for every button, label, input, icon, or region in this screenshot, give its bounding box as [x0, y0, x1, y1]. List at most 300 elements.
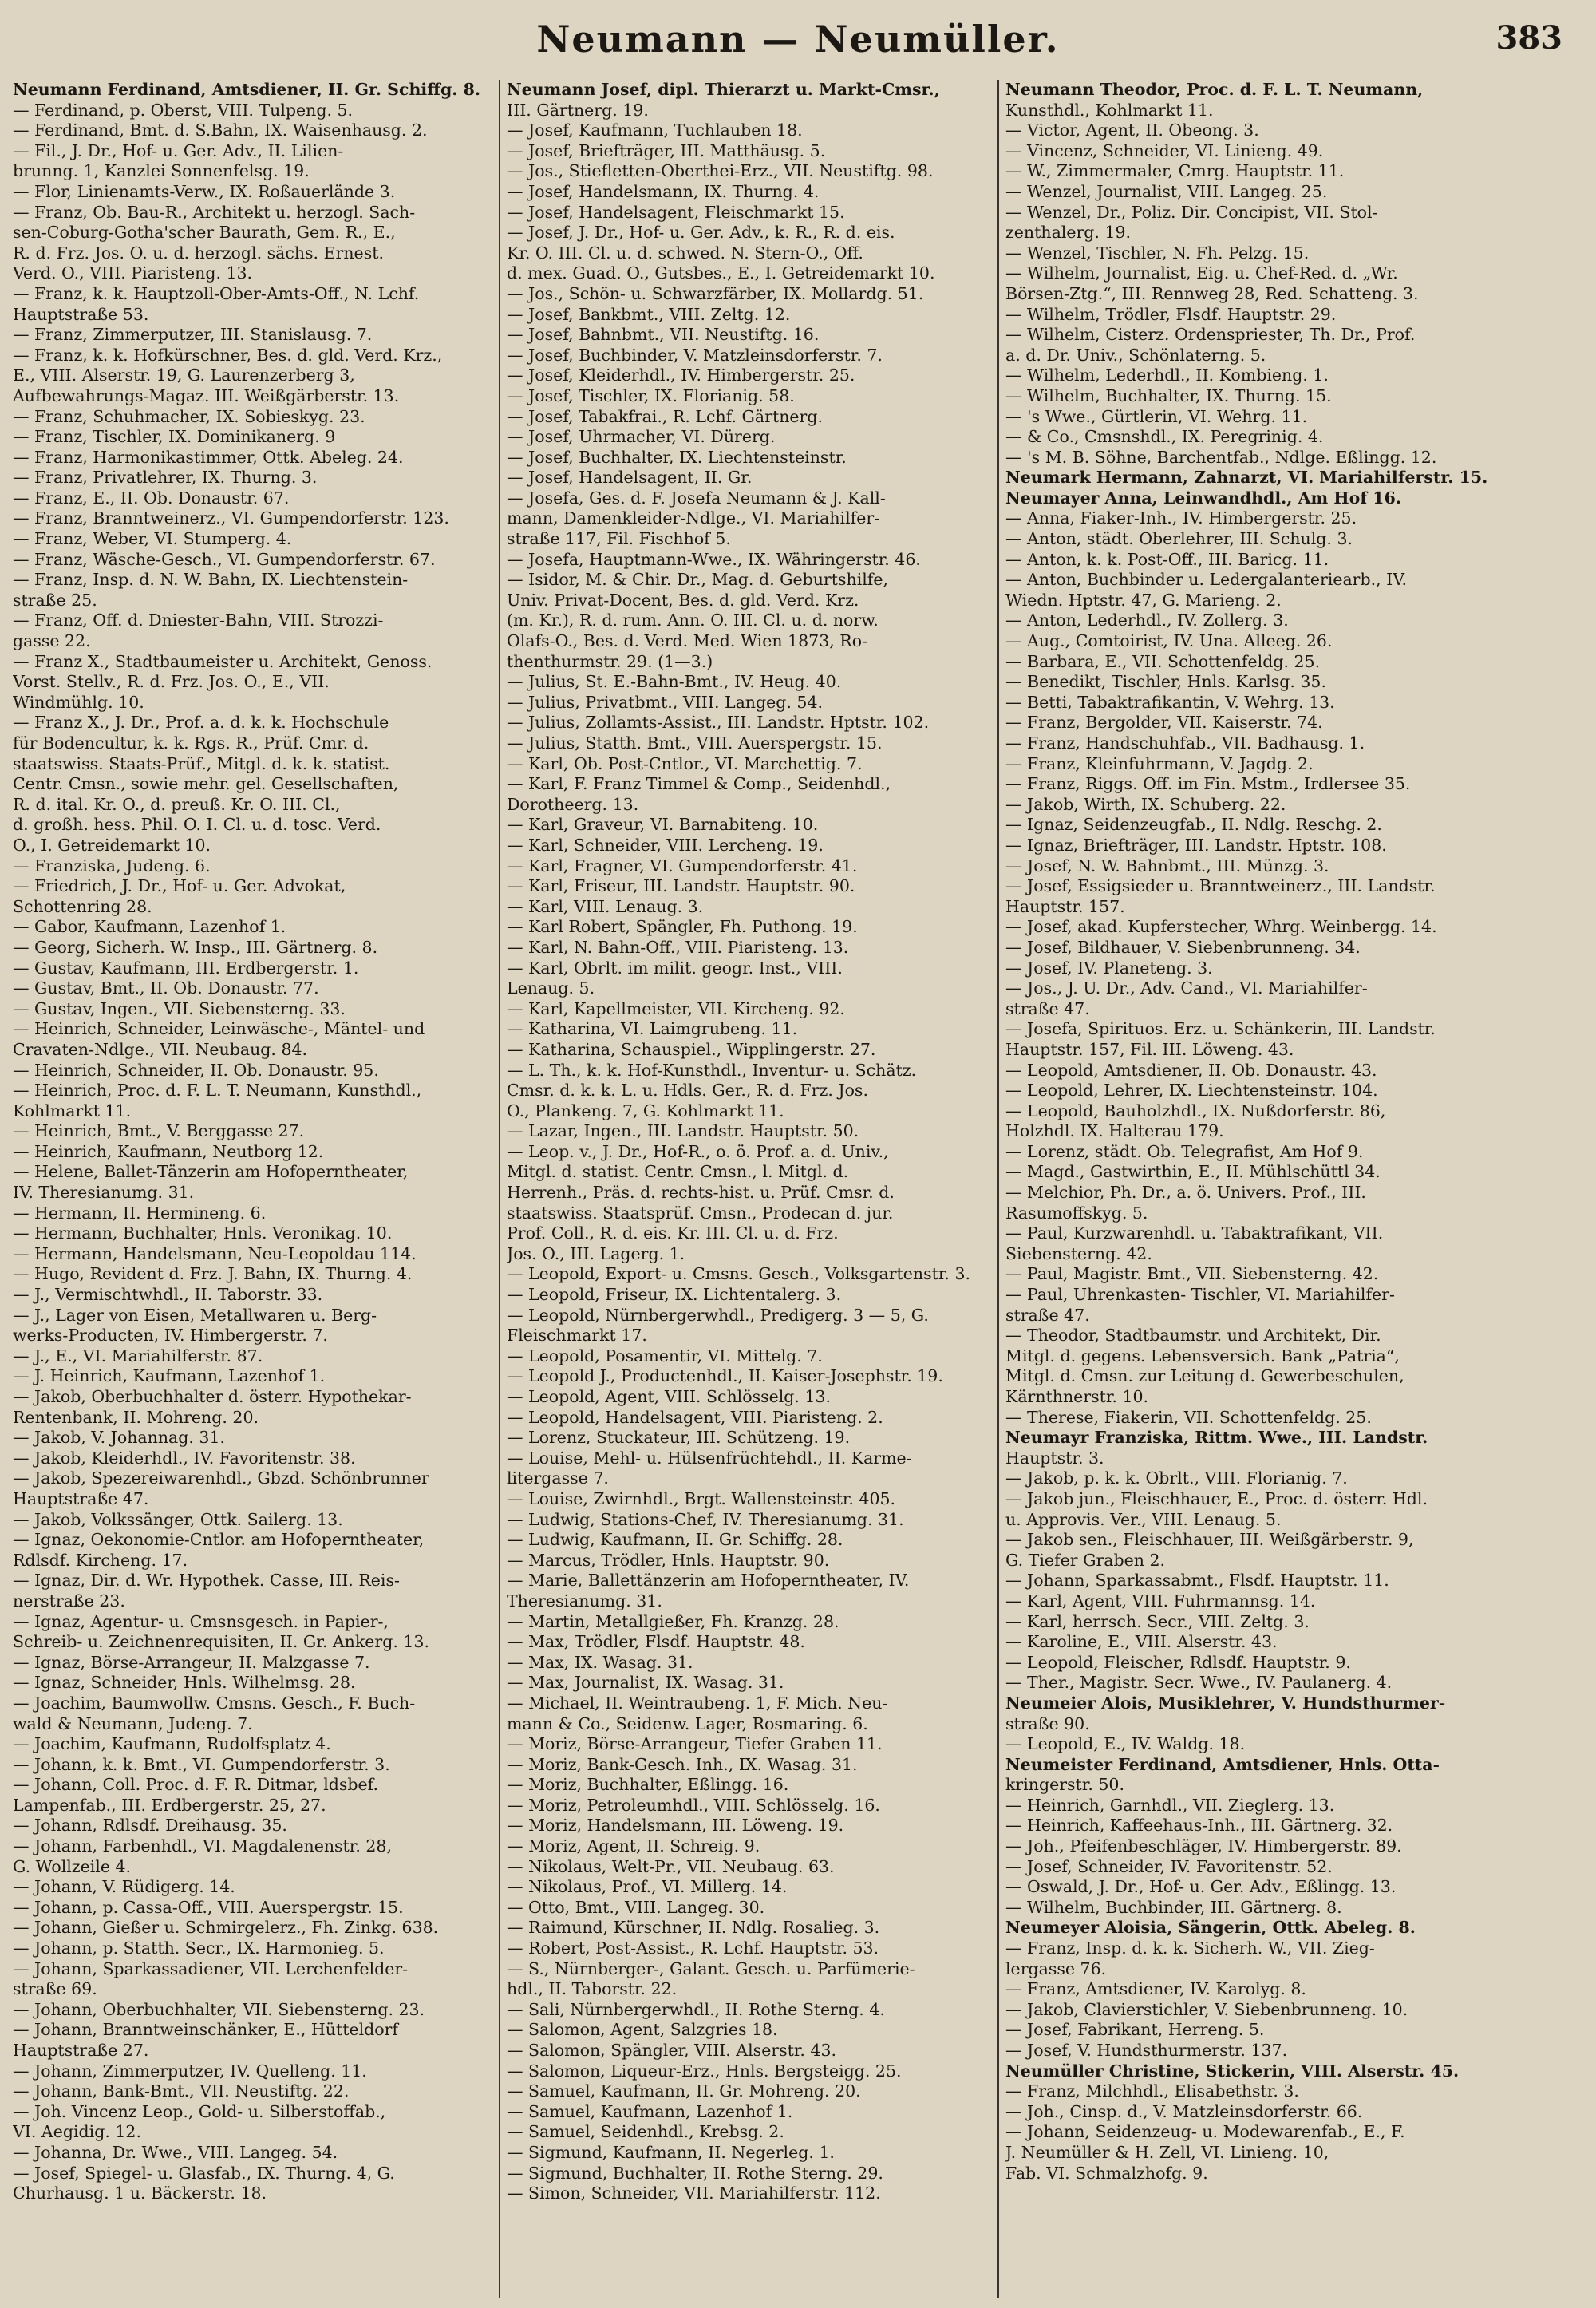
- entry-line: — Aug., Comtoirist, IV. Una. Alleeg. 26.: [1005, 631, 1333, 651]
- entry-line: litergasse 7.: [507, 1468, 609, 1488]
- entry-line: — Samuel, Kaufmann, Lazenhof 1.: [507, 2101, 793, 2121]
- entry-line: Centr. Cmsn., sowie mehr. gel. Gesellschaften,: [13, 774, 399, 794]
- entry-line: — J., Lager von Eisen, Metallwaren u. Berg-: [13, 1305, 377, 1325]
- entry-line: — Jakob, p. k. k. Obrlt., VIII. Florianig. 7.: [1005, 1468, 1348, 1488]
- entry-line: — Gustav, Kaufmann, III. Erdbergerstr. 1.: [13, 958, 359, 978]
- entry-line: Churhausg. 1 u. Bäckerstr. 18.: [13, 2184, 267, 2203]
- entry-line: — Jakob, Volkssänger, Ottk. Sailerg. 13.: [13, 1509, 343, 1529]
- entry-line: straße 117, Fil. Fischhof 5.: [507, 529, 731, 549]
- entry-line: — Ludwig, Stations-Chef, IV. Theresianumg. 31.: [507, 1509, 904, 1529]
- entry-line: u. Approvis. Ver., VIII. Lenaug. 5.: [1005, 1509, 1282, 1529]
- entry-line: straße 47.: [1005, 998, 1090, 1018]
- entry-line: — Franz, Off. d. Dniester-Bahn, VIII. Strozzi-: [13, 611, 384, 630]
- entry-line: — Isidor, M. & Chir. Dr., Mag. d. Geburtshilfe,: [507, 570, 889, 590]
- entry-line: — Leopold, Lehrer, IX. Liechtensteinstr. 104.: [1005, 1081, 1378, 1101]
- entry-line: — Jakob, Oberbuchhalter d. österr. Hypothekar-: [13, 1387, 412, 1406]
- surname-heading-line: Neumann Theodor, Proc. d. F. L. T. Neumann,: [1005, 80, 1424, 99]
- entry-line: — Josef, Tischler, IX. Florianig. 58.: [507, 385, 795, 405]
- entry-line: — Gustav, Bmt., II. Ob. Donaustr. 77.: [13, 978, 319, 998]
- entry-line: — Franziska, Judeng. 6.: [13, 856, 211, 875]
- entry-line: — Otto, Bmt., VIII. Langeg. 30.: [507, 1897, 765, 1917]
- entry-line: — Fil., J. Dr., Hof- u. Ger. Adv., II. Lilien-: [13, 140, 344, 160]
- entry-line: — Michael, II. Weintraubeng. 1, F. Mich. Neu-: [507, 1693, 888, 1713]
- entry-line: — Hermann, Buchhalter, Hnls. Veronikag. 10.: [13, 1223, 393, 1243]
- entry-line: — Josef, Tabakfrai., R. Lchf. Gärtnerg.: [507, 406, 823, 426]
- entry-line: — Leopold, Handelsagent, VIII. Piaristeng. 2.: [507, 1407, 883, 1427]
- entry-line: — Wilhelm, Lederhdl., II. Kombieng. 1.: [1005, 366, 1329, 385]
- entry-line: — Franz, Privatlehrer, IX. Thurng. 3.: [13, 468, 318, 488]
- entry-line: — Salomon, Spängler, VIII. Alserstr. 43.: [507, 2041, 837, 2060]
- entry-line: — Johanna, Dr. Wwe., VIII. Langeg. 54.: [13, 2142, 338, 2162]
- entry-line: — Johann, p. Cassa-Off., VIII. Auerspergstr. 15.: [13, 1897, 404, 1917]
- column-2: [499, 80, 999, 2298]
- entry-line: — Anton, städt. Oberlehrer, III. Schulg. 3.: [1005, 529, 1353, 549]
- entry-line: — Franz, Zimmerputzer, III. Stanislausg. 7.: [13, 325, 373, 345]
- entry-line: — Ther., Magistr. Secr. Wwe., IV. Paulanerg. 4.: [1005, 1673, 1393, 1693]
- entry-line: — Theodor, Stadtbaumstr. und Architekt, Dir.: [1005, 1326, 1381, 1346]
- entry-line: — Jakob, Clavierstichler, V. Siebenbrunneng. 10.: [1005, 1999, 1408, 2019]
- entry-line: — Oswald, J. Dr., Hof- u. Ger. Adv., Eßlingg. 13.: [1005, 1877, 1396, 1897]
- entry-line: — Louise, Zwirnhdl., Brgt. Wallensteinstr. 405.: [507, 1488, 896, 1508]
- surname-heading-line: Neumayer Anna, Leinwandhdl., Am Hof 16.: [1005, 488, 1401, 508]
- entry-line: — Ferdinand, p. Oberst, VIII. Tulpeng. 5.: [13, 100, 354, 120]
- entry-line: — Josef, Essigsieder u. Branntweinerz., III. Landstr.: [1005, 876, 1436, 896]
- entry-line: — Josef, Spiegel- u. Glasfab., IX. Thurng. 4, G.: [13, 2163, 395, 2183]
- entry-line: — Johann, Zimmerputzer, IV. Quelleng. 11.: [13, 2061, 367, 2081]
- entry-line: — Karl, N. Bahn-Off., VIII. Piaristeng. 13.: [507, 937, 849, 957]
- entry-line: Windmühlg. 10.: [13, 692, 144, 712]
- entry-line: R. d. Frz. Jos. O. u. d. herzogl. sächs. Ernest.: [13, 243, 384, 263]
- entry-line: — Joh., Pfeifenbeschläger, IV. Himbergerstr. 89.: [1005, 1836, 1402, 1856]
- entry-line: — Max, IX. Wasag. 31.: [507, 1652, 693, 1672]
- entry-line: — Samuel, Seidenhdl., Krebsg. 2.: [507, 2122, 784, 2142]
- entry-line: — Karl, Agent, VIII. Fuhrmannsg. 14.: [1005, 1591, 1316, 1610]
- entry-line: — Johann, p. Statth. Secr., IX. Harmonieg. 5.: [13, 1938, 385, 1958]
- entry-line: — Franz, Branntweinerz., VI. Gumpendorferstr. 123.: [13, 508, 449, 528]
- entry-line: — Ignaz, Dir. d. Wr. Hypothek. Casse, III. Reis-: [13, 1571, 400, 1591]
- entry-line: — Julius, Zollamts-Assist., III. Landstr. Hptstr. 102.: [507, 713, 930, 733]
- entry-line: — Jos., J. U. Dr., Adv. Cand., VI. Mariahilfer-: [1005, 978, 1368, 998]
- entry-line: (m. Kr.), R. d. rum. Ann. O. III. Cl. u. d. norw.: [507, 611, 879, 630]
- entry-line: straße 90.: [1005, 1713, 1090, 1733]
- entry-line: — Sali, Nürnbergerwhdl., II. Rothe Sterng. 4.: [507, 1999, 885, 2019]
- entry-line: — Helene, Ballet-Tänzerin am Hofoperntheater,: [13, 1162, 409, 1182]
- entry-line: III. Gärtnerg. 19.: [507, 100, 649, 120]
- entry-line: — 's Wwe., Gürtlerin, VI. Wehrg. 11.: [1005, 406, 1308, 426]
- entry-line: — Johann, Coll. Proc. d. F. R. Ditmar, ldsbef.: [13, 1775, 379, 1795]
- entry-line: — Moriz, Börse-Arrangeur, Tiefer Graben 11.: [507, 1734, 883, 1754]
- entry-line: — Salomon, Agent, Salzgries 18.: [507, 2020, 778, 2040]
- entry-line: Prof. Coll., R. d. eis. Kr. III. Cl. u. d. Frz.: [507, 1223, 839, 1243]
- entry-line: — Johann, Branntweinschänker, E., Hütteldorf: [13, 2020, 398, 2040]
- entry-line: — Jakob jun., Fleischhauer, E., Proc. d. österr. Hdl.: [1005, 1488, 1428, 1508]
- entry-line: werks-Producten, IV. Himbergerstr. 7.: [13, 1326, 328, 1346]
- entry-line: Kr. O. III. Cl. u. d. schwed. N. Stern-O., Off.: [507, 243, 863, 263]
- entry-line: — Leopold, Nürnbergerwhdl., Predigerg. 3 — 5, G.: [507, 1305, 929, 1325]
- entry-line: — Hermann, II. Hermineng. 6.: [13, 1203, 267, 1223]
- entry-line: — Joachim, Baumwollw. Cmsns. Gesch., F. Buch-: [13, 1693, 416, 1713]
- entry-line: Theresianumg. 31.: [507, 1591, 662, 1610]
- entry-line: Kunsthdl., Kohlmarkt 11.: [1005, 100, 1214, 120]
- entry-line: — Franz, Amtsdiener, IV. Karolyg. 8.: [1005, 1979, 1306, 1999]
- entry-line: — Jakob, Kleiderhdl., IV. Favoritenstr. 38.: [13, 1448, 356, 1468]
- entry-line: mann & Co., Seidenw. Lager, Rosmaring. 6.: [507, 1713, 868, 1733]
- entry-line: — Heinrich, Schneider, Leinwäsche-, Mäntel- und: [13, 1019, 425, 1039]
- entry-line: G. Tiefer Graben 2.: [1005, 1550, 1166, 1570]
- entry-line: — Karl, Friseur, III. Landstr. Hauptstr. 90.: [507, 876, 855, 896]
- entry-line: — Anna, Fiaker-Inh., IV. Himbergerstr. 25.: [1005, 508, 1357, 528]
- entry-line: — Julius, Privatbmt., VIII. Langeg. 54.: [507, 692, 824, 712]
- directory-columns: [6, 80, 1590, 2298]
- entry-line: — Gustav, Ingen., VII. Siebensterng. 33.: [13, 998, 346, 1018]
- entry-line: — Karl, F. Franz Timmel & Comp., Seidenhdl.,: [507, 774, 891, 794]
- entry-line: — Franz, k. k. Hauptzoll-Ober-Amts-Off., N. Lchf.: [13, 283, 420, 303]
- entry-line: — J. Heinrich, Kaufmann, Lazenhof 1.: [13, 1366, 326, 1386]
- surname-heading-line: Neumann Ferdinand, Amtsdiener, II. Gr. Schiffg. 8.: [13, 80, 480, 99]
- entry-line: — Nikolaus, Welt-Pr., VII. Neubaug. 63.: [507, 1856, 835, 1876]
- entry-line: — Jakob sen., Fleischhauer, III. Weißgärberstr. 9,: [1005, 1530, 1414, 1550]
- entry-line: — Jos., Stiefletten-Oberthei-Erz., VII. Neustiftg. 98.: [507, 161, 934, 181]
- entry-line: — Franz, Wäsche-Gesch., VI. Gumpendorferstr. 67.: [13, 549, 436, 569]
- entry-line: R. d. ital. Kr. O., d. preuß. Kr. O. III. Cl.,: [13, 794, 341, 814]
- entry-line: — Leopold, Agent, VIII. Schlösselg. 13.: [507, 1387, 832, 1406]
- entry-line: — Jos., Schön- u. Schwarzfärber, IX. Mollardg. 51.: [507, 283, 924, 303]
- entry-line: — Max, Journalist, IX. Wasag. 31.: [507, 1673, 784, 1693]
- entry-line: — Salomon, Liqueur-Erz., Hnls. Bergsteigg. 25.: [507, 2061, 902, 2081]
- entry-line: — Josef, Buchhalter, IX. Liechtensteinstr.: [507, 447, 847, 467]
- entry-line: straße 47.: [1005, 1305, 1090, 1325]
- entry-line: — Leopold, Export- u. Cmsns. Gesch., Volksgartenstr. 3.: [507, 1264, 971, 1284]
- entry-line: — Karl, Ob. Post-Cntlor., VI. Marchettig. 7.: [507, 753, 863, 773]
- entry-line: — Ignaz, Agentur- u. Cmsnsgesch. in Papier-,: [13, 1611, 389, 1631]
- entry-line: — Wenzel, Tischler, N. Fh. Pelzg. 15.: [1005, 243, 1310, 263]
- entry-line: — Victor, Agent, II. Obeong. 3.: [1005, 121, 1259, 140]
- entry-line: Wiedn. Hptstr. 47, G. Marieng. 2.: [1005, 590, 1282, 610]
- entry-line: — Karoline, E., VIII. Alserstr. 43.: [1005, 1632, 1278, 1652]
- entry-line: — Ludwig, Kaufmann, II. Gr. Schiffg. 28.: [507, 1530, 843, 1550]
- entry-line: — Karl Robert, Spängler, Fh. Puthong. 19.: [507, 917, 858, 937]
- entry-line: — Therese, Fiakerin, VII. Schottenfeldg. 25.: [1005, 1407, 1372, 1427]
- entry-line: — Josef, Fabrikant, Herreng. 5.: [1005, 2020, 1265, 2040]
- entry-line: — Hermann, Handelsmann, Neu-Leopoldau 114.: [13, 1243, 417, 1263]
- entry-line: Hauptstr. 157, Fil. III. Löweng. 43.: [1005, 1039, 1294, 1059]
- entry-line: — L. Th., k. k. Hof-Kunsthdl., Inventur- u. Schätz.: [507, 1060, 917, 1080]
- entry-line: — 's M. B. Söhne, Barchentfab., Ndlge. Eßlingg. 12.: [1005, 447, 1437, 467]
- entry-line: — Josef, Handelsagent, II. Gr.: [507, 468, 753, 488]
- entry-line: — Max, Trödler, Flsdf. Hauptstr. 48.: [507, 1632, 805, 1652]
- entry-line: — Anton, k. k. Post-Off., III. Baricg. 11.: [1005, 549, 1329, 569]
- entry-line: Hauptstraße 53.: [13, 304, 149, 324]
- entry-line: — Moriz, Buchhalter, Eßlingg. 16.: [507, 1775, 789, 1795]
- entry-line: — Karl, Fragner, VI. Gumpendorferstr. 41.: [507, 856, 858, 875]
- entry-line: — Johann, Bank-Bmt., VII. Neustiftg. 22.: [13, 2081, 350, 2101]
- entry-line: Schreib- u. Zeichnenrequisiten, II. Gr. Ankerg. 13.: [13, 1632, 429, 1652]
- entry-line: — J., E., VI. Mariahilferstr. 87.: [13, 1346, 263, 1365]
- entry-line: Mitgl. d. gegens. Lebensversich. Bank „Patria“,: [1005, 1346, 1400, 1365]
- entry-line: — Anton, Lederhdl., IV. Zollerg. 3.: [1005, 611, 1289, 630]
- entry-line: Hauptstr. 3.: [1005, 1448, 1104, 1468]
- entry-line: — Josef, Schneider, IV. Favoritenstr. 52.: [1005, 1856, 1333, 1876]
- entry-line: — Karl, VIII. Lenaug. 3.: [507, 896, 704, 916]
- entry-line: — Johann, V. Rüdigerg. 14.: [13, 1877, 235, 1897]
- entry-line: — Leopold, Friseur, IX. Lichtentalerg. 3.: [507, 1285, 842, 1305]
- entry-line: Rdlsdf. Kircheng. 17.: [13, 1550, 188, 1570]
- surname-heading-line: Neumeister Ferdinand, Amtsdiener, Hnls. Otta-: [1005, 1754, 1440, 1774]
- entry-line: — Ignaz, Schneider, Hnls. Wilhelmsg. 28.: [13, 1673, 356, 1693]
- entry-line: — Ferdinand, Bmt. d. S.Bahn, IX. Waisenhausg. 2.: [13, 121, 428, 140]
- entry-line: Fleischmarkt 17.: [507, 1326, 647, 1346]
- entry-line: — Josef, Bankbmt., VIII. Zeltg. 12.: [507, 304, 791, 324]
- entry-line: — Barbara, E., VII. Schottenfeldg. 25.: [1005, 651, 1321, 671]
- entry-line: — Katharina, VI. Laimgrubeng. 11.: [507, 1019, 798, 1039]
- entry-line: hdl., II. Taborstr. 22.: [507, 1979, 678, 1999]
- entry-line: a. d. Dr. Univ., Schönlaterng. 5.: [1005, 345, 1266, 365]
- column-1: [6, 80, 499, 2298]
- entry-line: — Josefa, Spirituos. Erz. u. Schänkerin, III. Landstr.: [1005, 1019, 1436, 1039]
- entry-line: — Sigmund, Kaufmann, II. Negerleg. 1.: [507, 2142, 835, 2162]
- entry-line: — Karl, Graveur, VI. Barnabiteng. 10.: [507, 815, 819, 835]
- entry-line: — Josef, Bildhauer, V. Siebenbrunneng. 34.: [1005, 937, 1361, 957]
- entry-line: — Ignaz, Oekonomie-Cntlor. am Hofoperntheater,: [13, 1530, 425, 1550]
- page-header: [0, 14, 1596, 70]
- entry-line: — Moriz, Agent, II. Schreig. 9.: [507, 1836, 760, 1856]
- entry-line: — W., Zimmermaler, Cmrg. Hauptstr. 11.: [1005, 161, 1345, 181]
- entry-line: O., I. Getreidemarkt 10.: [13, 835, 211, 855]
- entry-line: — Paul, Kurzwarenhdl. u. Tabaktrafikant, VII.: [1005, 1223, 1384, 1243]
- entry-line: — Raimund, Kürschner, II. Ndlg. Rosalieg. 3.: [507, 1918, 880, 1938]
- entry-line: — Leopold, Posamentir, VI. Mittelg. 7.: [507, 1346, 823, 1365]
- entry-line: — Magd., Gastwirthin, E., II. Mühlschüttl 34.: [1005, 1162, 1381, 1182]
- entry-line: — Wilhelm, Buchhalter, IX. Thurng. 15.: [1005, 385, 1332, 405]
- entry-line: straße 25.: [13, 590, 97, 610]
- entry-line: — Josef, IV. Planeteng. 3.: [1005, 958, 1213, 978]
- entry-line: — Heinrich, Kaffeehaus-Inh., III. Gärtnerg. 32.: [1005, 1816, 1393, 1836]
- entry-line: Jos. O., III. Lagerg. 1.: [507, 1243, 685, 1263]
- entry-line: — Josefa, Ges. d. F. Josefa Neumann & J. Kall-: [507, 488, 886, 508]
- entry-line: — Flor, Linienamts-Verw., IX. Roßauerlände 3.: [13, 181, 396, 201]
- entry-line: — Paul, Uhrenkasten- Tischler, VI. Mariahilfer-: [1005, 1285, 1395, 1305]
- entry-line: — Friedrich, J. Dr., Hof- u. Ger. Advokat,: [13, 876, 346, 896]
- entry-line: — Johann, Rdlsdf. Dreihausg. 35.: [13, 1816, 287, 1836]
- entry-line: — Franz, Harmonikastimmer, Ottk. Abeleg. 24.: [13, 447, 404, 467]
- entry-line: — Vincenz, Schneider, VI. Linieng. 49.: [1005, 140, 1324, 160]
- entry-line: — Josef, Briefträger, III. Matthäusg. 5.: [507, 140, 826, 160]
- entry-line: J. Neumüller & H. Zell, VI. Linieng. 10,: [1005, 2142, 1329, 2162]
- entry-line: Hauptstraße 27.: [13, 2041, 149, 2060]
- entry-line: Fab. VI. Schmalzhofg. 9.: [1005, 2163, 1208, 2183]
- entry-line: — Benedikt, Tischler, Hnls. Karlsg. 35.: [1005, 672, 1326, 692]
- entry-line: — Josef, J. Dr., Hof- u. Ger. Adv., k. R., R. d. eis.: [507, 223, 895, 243]
- entry-line: Cravaten-Ndlge., VII. Neubaug. 84.: [13, 1039, 308, 1059]
- entry-line: — Heinrich, Garnhdl., VII. Zieglerg. 13.: [1005, 1795, 1335, 1815]
- entry-line: — Marie, Ballettänzerin am Hofoperntheater, IV.: [507, 1571, 910, 1591]
- entry-line: — Joh., Cinsp. d., V. Matzleinsdorferstr. 66.: [1005, 2101, 1363, 2121]
- entry-line: O., Plankeng. 7, G. Kohlmarkt 11.: [507, 1101, 784, 1120]
- surname-heading-line: Neumeier Alois, Musiklehrer, V. Hundsthurmer-: [1005, 1693, 1446, 1713]
- entry-line: Aufbewahrungs-Magaz. III. Weißgärberstr. 13.: [13, 385, 400, 405]
- entry-line: mann, Damenkleider-Ndlge., VI. Mariahilfer-: [507, 508, 880, 528]
- entry-line: — Franz X., J. Dr., Prof. a. d. k. k. Hochschule: [13, 713, 389, 733]
- entry-line: — Franz, Bergolder, VII. Kaiserstr. 74.: [1005, 713, 1323, 733]
- entry-line: Kohlmarkt 11.: [13, 1101, 132, 1120]
- entry-line: nerstraße 23.: [13, 1591, 125, 1610]
- entry-line: — Leopold, Amtsdiener, II. Ob. Donaustr. 43.: [1005, 1060, 1377, 1080]
- entry-line: — Josef, Uhrmacher, VI. Dürerg.: [507, 427, 776, 447]
- entry-line: — Julius, St. E.-Bahn-Bmt., IV. Heug. 40.: [507, 672, 842, 692]
- entry-line: — Melchior, Ph. Dr., a. ö. Univers. Prof., III.: [1005, 1183, 1366, 1203]
- entry-line: — Karl, herrsch. Secr., VIII. Zeltg. 3.: [1005, 1611, 1310, 1631]
- entry-line: — Wilhelm, Buchbinder, III. Gärtnerg. 8.: [1005, 1897, 1342, 1917]
- entry-line: — Franz, Schuhmacher, IX. Sobieskyg. 23.: [13, 406, 365, 426]
- entry-line: — Wilhelm, Cisterz. Ordenspriester, Th. Dr., Prof.: [1005, 325, 1416, 345]
- entry-line: — Josef, Kaufmann, Tuchlauben 18.: [507, 121, 803, 140]
- entry-line: — Jakob, Spezereiwarenhdl., Gbzd. Schönbrunner: [13, 1468, 429, 1488]
- entry-line: — Johann, k. k. Bmt., VI. Gumpendorferstr. 3.: [13, 1754, 390, 1774]
- entry-line: Lampenfab., III. Erdbergerstr. 25, 27.: [13, 1795, 326, 1815]
- column-3: [999, 80, 1590, 2298]
- entry-line: Univ. Privat-Docent, Bes. d. gld. Verd. Krz.: [507, 590, 859, 610]
- entry-line: Herrenh., Präs. d. rechts-hist. u. Prüf. Cmsr. d.: [507, 1183, 895, 1203]
- entry-line: — Karl, Obrlt. im milit. geogr. Inst., VIII.: [507, 958, 843, 978]
- entry-line: — Leop. v., J. Dr., Hof-R., o. ö. Prof. a. d. Univ.,: [507, 1141, 889, 1161]
- entry-line: IV. Theresianumg. 31.: [13, 1183, 195, 1203]
- entry-line: staatswiss. Staats-Prüf., Mitgl. d. k. k. statist.: [13, 753, 390, 773]
- entry-line: staatswiss. Staatsprüf. Cmsn., Prodecan d. jur.: [507, 1203, 894, 1223]
- entry-line: — Franz, k. k. Hofkürschner, Bes. d. gld. Verd. Krz.,: [13, 345, 443, 365]
- entry-line: — Ignaz, Seidenzeugfab., II. Ndlg. Reschg. 2.: [1005, 815, 1382, 835]
- surname-heading-line: Neumüller Christine, Stickerin, VIII. Alserstr. 45.: [1005, 2061, 1460, 2081]
- entry-line: — Leopold J., Productenhdl., II. Kaiser-Josephstr. 19.: [507, 1366, 943, 1386]
- entry-line: — Franz, Handschuhfab., VII. Badhausg. 1.: [1005, 733, 1365, 753]
- entry-line: — Ignaz, Börse-Arrangeur, II. Malzgasse 7.: [13, 1652, 370, 1672]
- entry-line: — Josef, Kleiderhdl., IV. Himbergerstr. 25.: [507, 366, 855, 385]
- entry-line: — Franz, Milchhdl., Elisabethstr. 3.: [1005, 2081, 1299, 2101]
- entry-line: — Georg, Sicherh. W. Insp., III. Gärtnerg. 8.: [13, 937, 378, 957]
- entry-line: — Samuel, Kaufmann, II. Gr. Mohreng. 20.: [507, 2081, 861, 2101]
- entry-line: — Moriz, Petroleumhdl., VIII. Schlösselg. 16.: [507, 1795, 880, 1815]
- entry-line: — Leopold, E., IV. Waldg. 18.: [1005, 1734, 1246, 1754]
- entry-line: — Wilhelm, Journalist, Eig. u. Chef-Red. d. „Wr.: [1005, 263, 1398, 283]
- entry-line: — Wenzel, Journalist, VIII. Langeg. 25.: [1005, 181, 1328, 201]
- entry-line: — Heinrich, Bmt., V. Berggasse 27.: [13, 1121, 305, 1141]
- entry-line: — Marcus, Trödler, Hnls. Hauptstr. 90.: [507, 1550, 830, 1570]
- entry-line: — Joh. Vincenz Leop., Gold- u. Silberstoffab.,: [13, 2101, 386, 2121]
- entry-line: — J., Vermischtwhdl., II. Taborstr. 33.: [13, 1285, 323, 1305]
- entry-line: — Gabor, Kaufmann, Lazenhof 1.: [13, 917, 286, 937]
- entry-line: — Louise, Mehl- u. Hülsenfrüchtehdl., II. Karme-: [507, 1448, 912, 1468]
- entry-line: — Heinrich, Schneider, II. Ob. Donaustr. 95.: [13, 1060, 379, 1080]
- entry-line: gasse 22.: [13, 631, 91, 651]
- entry-line: — Betti, Tabaktrafikantin, V. Wehrg. 13.: [1005, 692, 1335, 712]
- entry-line: — Joachim, Kaufmann, Rudolfsplatz 4.: [13, 1734, 331, 1754]
- entry-line: d. mex. Guad. O., Gutsbes., E., I. Getreidemarkt 10.: [507, 263, 935, 283]
- entry-line: wald & Neumann, Judeng. 7.: [13, 1713, 253, 1733]
- entry-line: — Josef, Handelsagent, Fleischmarkt 15.: [507, 202, 845, 222]
- entry-line: — Paul, Magistr. Bmt., VII. Siebensterng. 42.: [1005, 1264, 1379, 1284]
- entry-line: — Hugo, Revident d. Frz. J. Bahn, IX. Thurng. 4.: [13, 1264, 413, 1284]
- entry-line: — Franz, Insp. d. k. k. Sicherh. W., VII. Zieg-: [1005, 1938, 1375, 1958]
- entry-line: für Bodencultur, k. k. Rgs. R., Prüf. Cmr. d.: [13, 733, 369, 753]
- entry-line: — Moriz, Bank-Gesch. Inh., IX. Wasag. 31.: [507, 1754, 858, 1774]
- entry-line: brunng. 1, Kanzlei Sonnenfelsg. 19.: [13, 161, 310, 181]
- entry-line: — Johann, Gießer u. Schmirgelerz., Fh. Zinkg. 638.: [13, 1918, 439, 1938]
- entry-line: — Josef, V. Hundsthurmerstr. 137.: [1005, 2041, 1288, 2060]
- entry-line: — Sigmund, Buchhalter, II. Rothe Sterng. 29.: [507, 2163, 883, 2183]
- page-number: 383: [1495, 19, 1562, 57]
- entry-line: E., VIII. Alserstr. 19, G. Laurenzerberg 3,: [13, 366, 355, 385]
- entry-line: zenthalerg. 19.: [1005, 223, 1132, 243]
- entry-line: — Moriz, Handelsmann, III. Löweng. 19.: [507, 1816, 844, 1836]
- entry-line: — Franz, Insp. d. N. W. Bahn, IX. Liechtenstein-: [13, 570, 409, 590]
- entry-line: — Franz, E., II. Ob. Donaustr. 67.: [13, 488, 290, 508]
- entry-line: Siebensterng. 42.: [1005, 1243, 1152, 1263]
- entry-line: — Josef, Buchbinder, V. Matzleinsdorferstr. 7.: [507, 345, 883, 365]
- entry-line: Rentenbank, II. Mohreng. 20.: [13, 1407, 259, 1427]
- entry-line: — S., Nürnberger-, Galant. Gesch. u. Parfümerie-: [507, 1958, 915, 1978]
- entry-line: Börsen-Ztg.“, III. Rennweg 28, Red. Schatteng. 3.: [1005, 283, 1419, 303]
- entry-line: Schottenring 28.: [13, 896, 152, 916]
- entry-line: — Josef, Handelsmann, IX. Thurng. 4.: [507, 181, 820, 201]
- surname-heading-line: Neumeyer Aloisia, Sängerin, Ottk. Abeleg. 8.: [1005, 1918, 1416, 1938]
- entry-line: G. Wollzeile 4.: [13, 1856, 132, 1876]
- entry-line: — Franz, Tischler, IX. Dominikanerg. 9: [13, 427, 336, 447]
- entry-line: — Ignaz, Briefträger, III. Landstr. Hptstr. 108.: [1005, 835, 1387, 855]
- entry-line: Mitgl. d. statist. Centr. Cmsn., l. Mitgl. d.: [507, 1162, 849, 1182]
- entry-line: — Johann, Seidenzeug- u. Modewarenfab., E., F.: [1005, 2122, 1405, 2142]
- entry-line: — Simon, Schneider, VII. Mariahilferstr. 112.: [507, 2184, 881, 2203]
- entry-line: — Martin, Metallgießer, Fh. Kranzg. 28.: [507, 1611, 839, 1631]
- entry-line: thenthurmstr. 29. (1—3.): [507, 651, 713, 671]
- entry-line: — Katharina, Schauspiel., Wipplingerstr. 27.: [507, 1039, 876, 1059]
- entry-line: — & Co., Cmsnshdl., IX. Peregrinig. 4.: [1005, 427, 1324, 447]
- entry-line: lergasse 76.: [1005, 1958, 1107, 1978]
- entry-line: Hauptstraße 47.: [13, 1488, 149, 1508]
- entry-line: — Heinrich, Proc. d. F. L. T. Neumann, Kunsthdl.,: [13, 1081, 422, 1101]
- entry-line: Verd. O., VIII. Piaristeng. 13.: [13, 263, 253, 283]
- entry-line: — Franz, Ob. Bau-R., Architekt u. herzogl. Sach-: [13, 202, 416, 222]
- entry-line: — Johann, Sparkassadiener, VII. Lerchenfelder-: [13, 1958, 409, 1978]
- entry-line: — Franz, Kleinfuhrmann, V. Jagdg. 2.: [1005, 753, 1314, 773]
- entry-line: — Karl, Schneider, VIII. Lercheng. 19.: [507, 835, 824, 855]
- entry-line: sen-Coburg-Gotha'scher Baurath, Gem. R., E.,: [13, 223, 396, 243]
- entry-line: — Jakob, V. Johannag. 31.: [13, 1428, 225, 1448]
- entry-line: Holzhdl. IX. Halterau 179.: [1005, 1121, 1224, 1141]
- entry-line: — Josef, N. W. Bahnbmt., III. Münzg. 3.: [1005, 856, 1329, 875]
- entry-line: — Franz, Weber, VI. Stumperg. 4.: [13, 529, 292, 549]
- entry-line: — Lorenz, Stuckateur, III. Schützeng. 19.: [507, 1428, 851, 1448]
- entry-line: Mitgl. d. Cmsn. zur Leitung d. Gewerbeschulen,: [1005, 1366, 1404, 1386]
- entry-line: Lenaug. 5.: [507, 978, 595, 998]
- entry-line: — Heinrich, Kaufmann, Neutborg 12.: [13, 1141, 324, 1161]
- page-title: Neumann — Neumüller.: [536, 18, 1060, 61]
- entry-line: Dorotheerg. 13.: [507, 794, 639, 814]
- entry-line: — Josef, akad. Kupferstecher, Whrg. Weinbergg. 14.: [1005, 917, 1437, 937]
- entry-line: straße 69.: [13, 1979, 97, 1999]
- entry-line: — Josefa, Hauptmann-Wwe., IX. Währingerstr. 46.: [507, 549, 921, 569]
- entry-line: d. großh. hess. Phil. O. I. Cl. u. d. tosc. Verd.: [13, 815, 381, 835]
- entry-line: — Johann, Oberbuchhalter, VII. Siebensterng. 23.: [13, 1999, 425, 2019]
- entry-line: — Wenzel, Dr., Poliz. Dir. Concipist, VII. Stol-: [1005, 202, 1378, 222]
- surname-heading-line: Neumayr Franziska, Rittm. Wwe., III. Landstr.: [1005, 1428, 1428, 1448]
- entry-line: VI. Aegidig. 12.: [13, 2122, 141, 2142]
- entry-line: — Leopold, Fleischer, Rdlsdf. Hauptstr. 9.: [1005, 1652, 1351, 1672]
- surname-heading-line: Neumark Hermann, Zahnarzt, VI. Mariahilferstr. 15.: [1005, 468, 1488, 488]
- entry-line: — Karl, Kapellmeister, VII. Kircheng. 92.: [507, 998, 845, 1018]
- entry-line: — Lazar, Ingen., III. Landstr. Hauptstr. 50.: [507, 1121, 859, 1141]
- entry-line: Kärnthnerstr. 10.: [1005, 1387, 1149, 1406]
- entry-line: — Franz X., Stadtbaumeister u. Architekt, Genoss.: [13, 651, 433, 671]
- entry-line: — Robert, Post-Assist., R. Lchf. Hauptstr. 53.: [507, 1938, 879, 1958]
